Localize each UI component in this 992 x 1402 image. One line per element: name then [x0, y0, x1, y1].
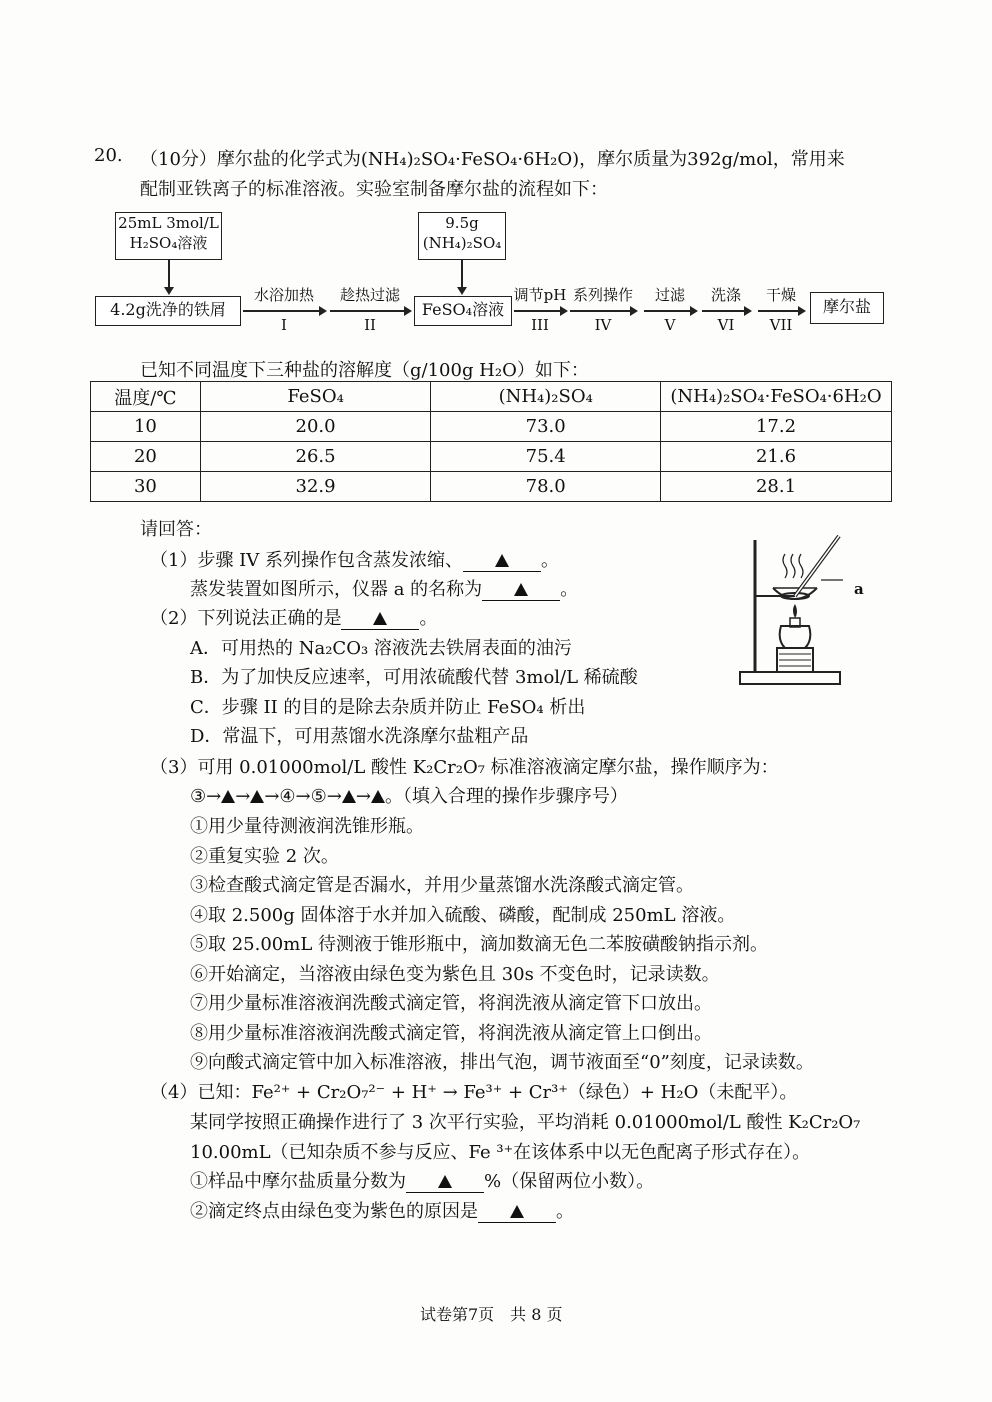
q4-line2: 某同学按照正确操作进行了 3 次平行实验，平均消耗 0.01000mol/L 酸性 K₂Cr₂O₇: [190, 1112, 861, 1133]
table-cell: 17.2: [661, 412, 892, 442]
triangle-icon: [514, 583, 528, 596]
table-cell: 78.0: [431, 472, 661, 502]
period: 。: [560, 579, 579, 600]
q4-equation: （4）已知：Fe²⁺ + Cr₂O₇²⁻ + H⁺ → Fe³⁺ + Cr³⁺（绿色）+ H₂O（未配平）。: [150, 1082, 798, 1103]
question-stem-line2: 配制亚铁离子的标准溶液。实验室制备摩尔盐的流程如下：: [140, 179, 608, 200]
step-label: 系列操作: [572, 286, 633, 304]
q3-step: ④取 2.500g 固体溶于水并加入硫酸、磷酸，配制成 250mL 溶液。: [190, 905, 736, 926]
triangle-icon[interactable]: [371, 790, 385, 803]
triangle-icon[interactable]: [250, 790, 264, 803]
table-row: [91, 472, 892, 502]
q4-sub2: [190, 1197, 574, 1223]
feso4-solution-box: FeSO₄溶液: [414, 296, 512, 326]
q3-step: ⑨向酸式滴定管中加入标准溶液，排出气泡，调节液面至“0”刻度，记录读数。: [190, 1052, 814, 1073]
q3-step: ⑤取 25.00mL 待测液于锥形瓶中，滴加数滴无色二苯胺磺酸钠指示剂。: [190, 934, 768, 955]
ammonium-sulfate-box: [418, 212, 506, 260]
step-number: II: [364, 316, 376, 334]
triangle-icon: [373, 612, 387, 625]
flow-arrow: [514, 310, 566, 312]
q4-sub1-suffix: %（保留两位小数）。: [484, 1171, 655, 1192]
table-row: [91, 442, 892, 472]
step-number: VII: [769, 316, 793, 334]
table-cell: 26.5: [200, 442, 431, 472]
flow-arrow: [644, 310, 696, 312]
iron-stand-icon: [735, 530, 875, 690]
q4-sub1: [190, 1167, 654, 1193]
q1-line1: [150, 546, 559, 572]
period: 。: [556, 1201, 574, 1222]
q2-stem: [150, 604, 437, 630]
step-label: 调节pH: [513, 286, 567, 304]
table-cell: 20.0: [200, 412, 431, 442]
acid-box: [115, 212, 222, 260]
table-header: (NH₄)₂SO₄·FeSO₄·6H₂O: [661, 382, 892, 412]
triangle-icon: [438, 1175, 452, 1188]
question-number: 20.: [94, 145, 123, 166]
q4-sub2-text: ②滴定终点由绿色变为紫色的原因是: [190, 1201, 478, 1222]
evaporation-apparatus-figure: [735, 530, 875, 695]
q1-text-b: 蒸发装置如图所示，仪器 a 的名称为: [190, 579, 483, 600]
table-intro: 已知不同温度下三种盐的溶解度（g/100g H₂O）如下：: [140, 360, 589, 381]
q3-step: ⑥开始滴定，当溶液由绿色变为紫色且 30s 不变色时，记录读数。: [190, 964, 720, 985]
flow-arrow: [758, 310, 804, 312]
step-number: VI: [717, 316, 735, 334]
salt-box-line2: (NH₄)₂SO₄: [422, 234, 502, 252]
table-cell: 20: [91, 442, 201, 472]
answer-prompt: 请回答：: [140, 519, 212, 540]
flow-arrow: [330, 310, 410, 312]
period: 。: [541, 550, 560, 571]
acid-box-line1: 25mL 3mol/L: [118, 214, 219, 232]
page-footer: 试卷第7页 共 8 页: [420, 1305, 563, 1324]
order-text: ③→: [190, 786, 222, 807]
salt-box-line1: 9.5g: [445, 214, 479, 232]
solubility-table: [90, 381, 892, 502]
q2-text: （2）下列说法正确的是: [150, 608, 342, 629]
table-header: 温度/℃: [91, 382, 201, 412]
acid-box-line2: H₂SO₄溶液: [129, 234, 208, 252]
table-cell: 28.1: [661, 472, 892, 502]
table-header: (NH₄)₂SO₄: [431, 382, 661, 412]
step-number: V: [664, 316, 676, 334]
flow-arrow: [243, 310, 325, 312]
table-cell: 75.4: [431, 442, 661, 472]
step-number: IV: [594, 316, 612, 334]
order-text: 。（填入合理的操作步骤序号）: [384, 786, 628, 807]
q3-step: ⑧用少量标准溶液润洗酸式滴定管，将润洗液从滴定管上口倒出。: [190, 1023, 712, 1044]
answer-blank[interactable]: [463, 550, 541, 572]
triangle-icon: [495, 554, 509, 567]
answer-blank[interactable]: [406, 1171, 484, 1193]
q3-stem: （3）可用 0.01000mol/L 酸性 K₂Cr₂O₇ 标准溶液滴定摩尔盐，操作顺序为：: [150, 757, 779, 778]
table-cell: 73.0: [431, 412, 661, 442]
flow-arrow: [570, 310, 636, 312]
flow-arrow: [702, 310, 750, 312]
apparatus-label-a: a: [854, 580, 864, 598]
q4-line3: 10.00mL（已知杂质不参与反应、Fe ³⁺在该体系中以无色配离子形式存在）。: [190, 1142, 811, 1163]
q3-step: ③检查酸式滴定管是否漏水，并用少量蒸馏水洗涤酸式滴定管。: [190, 875, 694, 896]
table-cell: 30: [91, 472, 201, 502]
triangle-icon: [510, 1205, 524, 1218]
answer-blank[interactable]: [341, 608, 419, 630]
q2-option-b: B．为了加快反应速率，可用浓硫酸代替 3mol/L 稀硫酸: [190, 667, 638, 688]
step-label: 洗涤: [710, 286, 741, 304]
q3-order-line: [190, 782, 628, 808]
table-row: [91, 412, 892, 442]
q4-sub1-text: ①样品中摩尔盐质量分数为: [190, 1171, 406, 1192]
acid-arrowhead: [164, 287, 174, 295]
order-text: →: [355, 786, 371, 807]
table-cell: 32.9: [200, 472, 431, 502]
q2-option-d: D．常温下，可用蒸馏水洗涤摩尔盐粗产品: [190, 726, 529, 747]
triangle-icon[interactable]: [221, 790, 235, 803]
q3-step: ②重复实验 2 次。: [190, 846, 339, 867]
step-label: 过滤: [654, 286, 685, 304]
order-text: →: [235, 786, 251, 807]
table-header: FeSO₄: [200, 382, 431, 412]
salt-arrowhead: [457, 287, 467, 295]
table-cell: 10: [91, 412, 201, 442]
step-number: III: [531, 316, 549, 334]
mohr-salt-box: 摩尔盐: [810, 292, 884, 324]
order-text: →④→⑤→: [264, 786, 342, 807]
q2-option-a: A．可用热的 Na₂CO₃ 溶液洗去铁屑表面的油污: [190, 638, 572, 659]
period: 。: [419, 608, 438, 629]
q3-step: ①用少量待测液润洗锥形瓶。: [190, 816, 424, 837]
q1-line2: [190, 575, 578, 601]
step-label: 水浴加热: [253, 286, 314, 304]
step-label: 干燥: [765, 286, 796, 304]
question-stem-line1: （10分）摩尔盐的化学式为(NH₄)₂SO₄·FeSO₄·6H₂O)，摩尔质量为392g/mol，常用来: [140, 149, 845, 170]
iron-filings-box: 4.2g洗净的铁屑: [95, 296, 241, 326]
answer-blank[interactable]: [478, 1201, 556, 1223]
step-label: 趁热过滤: [339, 286, 400, 304]
q2-option-c: C．步骤 II 的目的是除去杂质并防止 FeSO₄ 析出: [190, 697, 586, 718]
answer-blank[interactable]: [482, 579, 560, 601]
table-header-row: [91, 382, 892, 412]
step-number: I: [281, 316, 287, 334]
q3-step: ⑦用少量标准溶液润洗酸式滴定管，将润洗液从滴定管下口放出。: [190, 993, 712, 1014]
q1-text-a: （1）步骤 IV 系列操作包含蒸发浓缩、: [150, 550, 464, 571]
triangle-icon[interactable]: [342, 790, 356, 803]
table-cell: 21.6: [661, 442, 892, 472]
